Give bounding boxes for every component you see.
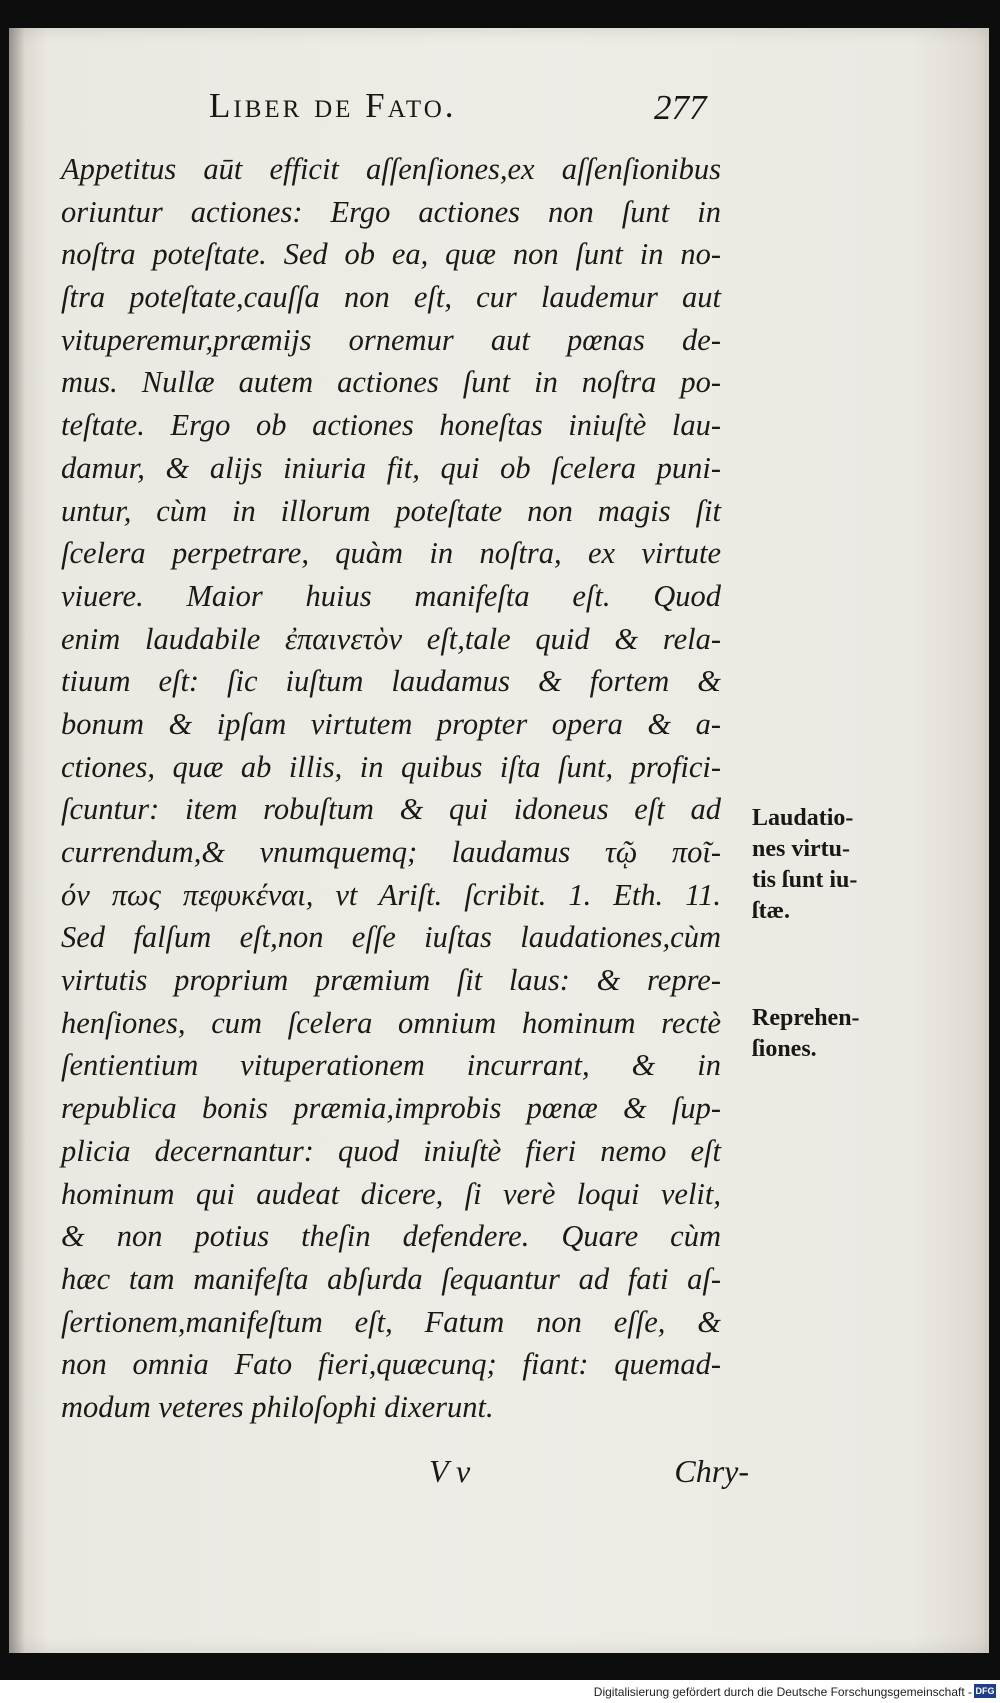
catchword-line [429,1453,749,1497]
text-line: Appetitus aūt efficit aſſenſiones,ex aſſenſionibus [61,152,721,186]
text-line: Sed falſum eſt,non eſſe iuſtas laudationes,cùm [61,920,721,955]
text-line: damur, & alijs iniuria fit, qui ob ſcelera puni- [61,450,721,485]
text-line: enim laudabile ἐπαινετὸν eſt,tale quid & rela- [61,621,721,656]
text-line: virtutis proprium præmium ſit laus: & repre- [61,963,721,998]
marginal-line: ſiones. [752,1036,817,1062]
text-line: hæc tam manifeſta abſurda ſequantur ad fati aſ- [61,1261,721,1296]
text-line: modum veteres philoſophi dixerunt. [61,1389,494,1424]
text-line: bonum & ipſam virtutem propter opera & a- [61,706,721,741]
page-number: 277 [654,88,707,127]
text-line: ctiones, quæ ab illis, in quibus iſta ſunt, profici- [61,749,721,784]
text-line: & non potius theſin defendere. Quare cùm [61,1219,721,1254]
text-line: ſtra poteſtate,cauſſa non eſt, cur laudemur aut [61,280,721,315]
marginal-line: tis ſunt iu- [752,867,858,893]
text-line: currendum,& vnumquemq; laudamus τῷ ποῖ- [61,835,721,869]
text-line: ſcuntur: item robuſtum & qui idoneus eſt ad [61,792,721,827]
text-line: mus. Nullæ autem actiones ſunt in noſtra po- [61,365,721,400]
book-page [9,28,989,1653]
text-line: teſtate. Ergo ob actiones honeſtas iniuſtè lau- [61,408,721,443]
marginal-note-laudationes [752,803,892,927]
marginal-line: Reprehen- [752,1005,860,1031]
text-line: ſertionem,manifeſtum eſt, Fatum non eſſe, & [61,1304,721,1339]
text-line: ſentientium vituperationem incurrant, & in [61,1048,721,1083]
text-line: όν πως πεφυκέναι, vt Ariſt. ſcribit. 1. Eth. 11. [61,877,721,912]
marginal-line: Laudatio- [752,805,854,831]
marginal-line: ſtæ. [752,898,790,924]
text-line: plicia decernantur: quod iniuſtè fieri nemo eſt [61,1133,721,1168]
marginal-note-reprehensiones [752,1003,892,1065]
text-line: untur, cùm in illorum poteſtate non magis ſit [61,493,721,528]
text-line: vituperemur,præmijs ornemur aut pœnas de- [61,322,721,357]
main-text-block [61,148,721,1429]
text-line: viuere. Maior huius manifeſta eſt. Quod [61,578,721,613]
text-line: oriuntur actiones: Ergo actiones non ſunt in [61,194,721,229]
text-line: tiuum eſt: ſic iuſtum laudamus & fortem & [61,664,721,699]
text-line: ſcelera perpetrare, quàm in noſtra, ex virtute [61,536,721,571]
digitization-credit: Digitalisierung gefördert durch die Deutsche Forschungsgemeinschaft - [593,1685,972,1699]
running-head: Liber de Fato. [209,86,457,125]
text-line: noſtra poteſtate. Sed ob ea, quæ non ſunt in no- [61,237,721,272]
text-line: hominum qui audeat dicere, ſi verè loqui velit, [61,1176,721,1211]
text-line: henſiones, cum ſcelera omnium hominum rectè [61,1005,721,1040]
dfg-logo: DFG [975,1686,995,1696]
marginal-line: nes virtu- [752,836,850,862]
spine-shadow [9,28,25,1653]
catchword: Chry- [674,1453,749,1489]
signature-mark: V v [429,1453,471,1489]
text-line: republica bonis præmia,improbis pœnæ & ſup- [61,1091,721,1126]
text-line: non omnia Fato fieri,quæcunq; fiant: quemad- [61,1347,721,1382]
